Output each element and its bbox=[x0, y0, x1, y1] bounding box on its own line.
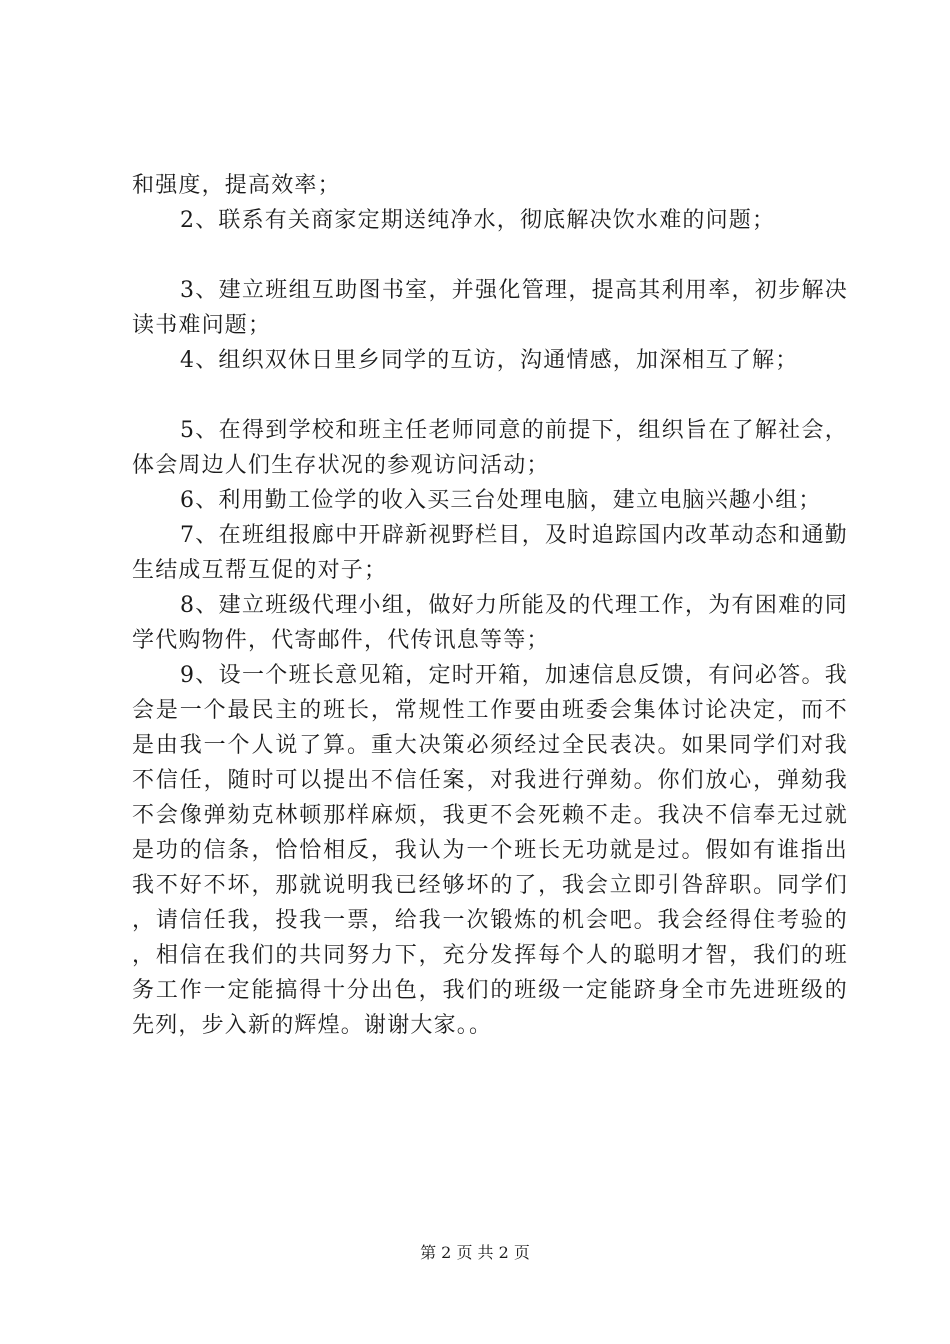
paragraph-item-5: 5、在得到学校和班主任老师同意的前提下，组织旨在了解社会，体会周边人们生存状况的参观访问活动； bbox=[132, 418, 848, 478]
paragraph-continuation: 和强度，提高效率； bbox=[132, 173, 341, 198]
paragraph-item-4: 4、组织双休日里乡同学的互访，沟通情感，加深相互了解； bbox=[180, 348, 799, 373]
page-footer bbox=[0, 1241, 950, 1265]
paragraph-item-3: 3、建立班组互助图书室，并强化管理，提高其利用率，初步解决读书难问题； bbox=[132, 278, 848, 338]
page-number-label: 第 2 页 共 2 页 bbox=[420, 1243, 530, 1262]
paragraph-item-8: 8、建立班级代理小组，做好力所能及的代理工作，为有困难的同学代购物件，代寄邮件，代传讯息等等； bbox=[132, 593, 848, 653]
paragraph-item-9: 9、设一个班长意见箱，定时开箱，加速信息反馈，有问必答。我会是一个最民主的班长，常规性工作要由班委会集体讨论决定，而不是由我一个人说了算。重大决策必须经过全民表决。如果同学们对我不信任，随时可以提出不信任案，对我进行弹劾。你们放心，弹劾我不会像弹劾克林顿那样麻烦，我更不会死赖不走。我决不信奉无过就是功的信条，恰恰相反，我认为一个班长无功就是过。假如有谁指出我不好不坏，那就说明我已经够坏的了，我会立即引咎辞职。同学们，请信任我，投我一票，给我一次锻炼的机会吧。我会经得住考验的，相信在我们的共同努力下，充分发挥每个人的聪明才智，我们的班务工作一定能搞得十分出色，我们的班级一定能跻身全市先进班级的先列，步入新的辉煌。谢谢大家。。 bbox=[132, 663, 848, 1038]
paragraph-item-7: 7、在班组报廊中开辟新视野栏目，及时追踪国内改革动态和通勤生结成互帮互促的对子； bbox=[132, 523, 848, 583]
document-body bbox=[132, 168, 848, 1043]
paragraph-item-2: 2、联系有关商家定期送纯净水，彻底解决饮水难的问题； bbox=[180, 208, 776, 233]
paragraph-item-6: 6、利用勤工俭学的收入买三台处理电脑，建立电脑兴趣小组； bbox=[180, 488, 822, 513]
